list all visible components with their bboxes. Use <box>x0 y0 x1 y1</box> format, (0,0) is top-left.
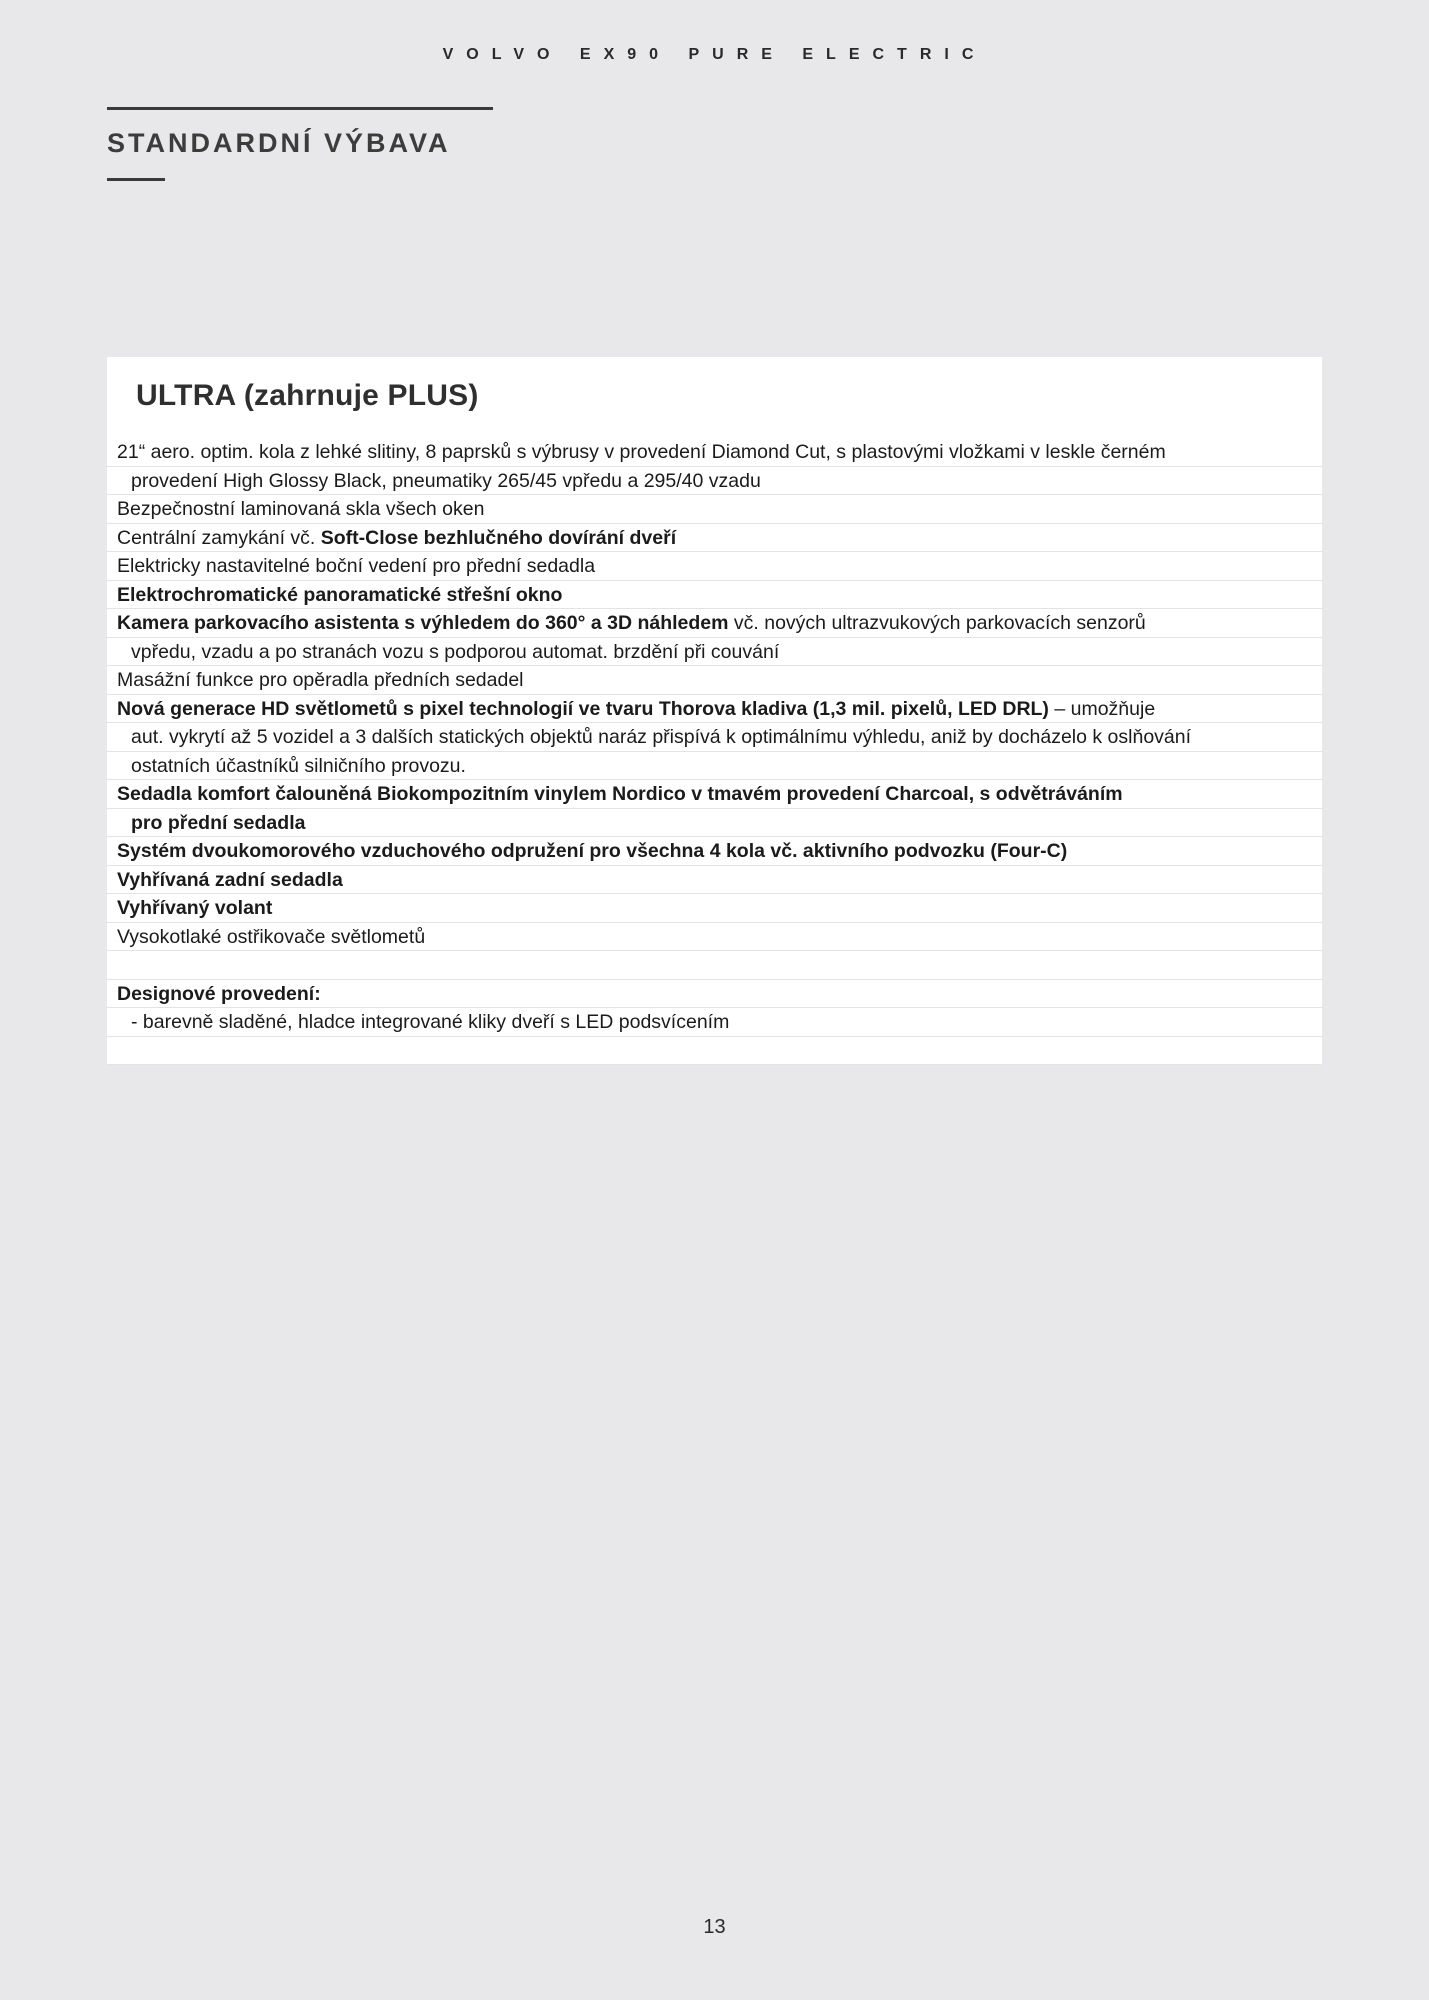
page-number: 13 <box>703 1916 726 1938</box>
list-item <box>107 666 1322 695</box>
list-item-continuation <box>107 752 1322 781</box>
list-item-continuation <box>107 809 1322 838</box>
list-item <box>107 609 1322 638</box>
list-item <box>107 695 1322 724</box>
list-spacer <box>107 951 1322 980</box>
item-text-bold: Designové provedení: <box>117 982 321 1005</box>
list-item <box>107 438 1322 467</box>
list-item-continuation <box>107 467 1322 496</box>
list-item-continuation <box>107 638 1322 667</box>
panel-title: ULTRA (zahrnuje PLUS) <box>136 379 479 412</box>
list-item <box>107 495 1322 524</box>
item-text-bold: Elektrochromatické panoramatické střešní okno <box>117 583 563 606</box>
section-title: STANDARDNÍ VÝBAVA <box>107 128 451 158</box>
item-text: vpředu, vzadu a po stranách vozu s podporou automat. brzdění při couvání <box>131 640 780 663</box>
list-item <box>107 980 1322 1009</box>
item-text: aut. vykrytí až 5 vozidel a 3 dalších statických objektů naráz přispívá k optimálnímu výhledu, aniž by docházelo k oslňování <box>131 726 1192 748</box>
list-item <box>107 780 1322 809</box>
item-text: vč. nových ultrazvukových parkovacích senzorů <box>733 612 1146 634</box>
item-text: Elektricky nastavitelné boční vedení pro přední sedadla <box>117 555 596 577</box>
item-text: Vysokotlaké ostřikovače světlometů <box>117 925 426 948</box>
title-underline <box>107 178 165 181</box>
item-text: Bezpečnostní laminovaná skla všech oken <box>117 498 485 520</box>
list-spacer <box>107 1037 1322 1066</box>
item-text: provedení High Glossy Black, pneumatiky 265/45 vpředu a 295/40 vzadu <box>131 469 761 492</box>
item-text-bold: Kamera parkovacího asistenta s výhledem do 360° a 3D náhledem <box>117 612 729 634</box>
list-item <box>107 581 1322 610</box>
item-text-bold: Vyhřívaný volant <box>117 897 273 919</box>
item-text-bold: Soft-Close bezhlučného dovírání dveří <box>320 526 677 549</box>
item-text: - barevně sladěné, hladce integrované kliky dveří s LED podsvícením <box>131 1011 730 1033</box>
item-text-bold: Nová generace HD světlometů s pixel technologií ve tvaru Thorova kladiva (1,3 mil. pixelů, LED DRL) <box>117 697 1049 720</box>
item-text-bold: Sedadla komfort čalouněná Biokompozitním vinylem Nordico v tmavém provedení Charcoal, s odvětráváním <box>117 783 1123 805</box>
equipment-panel <box>107 357 1322 1064</box>
item-text: Masážní funkce pro opěradla předních sedadel <box>117 669 524 691</box>
item-text: Centrální zamykání vč. <box>117 526 316 549</box>
item-text: 21“ aero. optim. kola z lehké slitiny, 8 paprsků s výbrusy v provedení Diamond Cut, s plastovými vložkami v leskle černém <box>117 441 1166 463</box>
equipment-list <box>107 438 1322 1065</box>
list-item <box>107 837 1322 866</box>
list-item-continuation <box>107 723 1322 752</box>
list-item <box>107 552 1322 581</box>
item-text-bold: pro přední sedadla <box>131 811 306 834</box>
list-item <box>107 866 1322 895</box>
list-item <box>107 894 1322 923</box>
list-item-continuation <box>107 1008 1322 1037</box>
item-text-bold: Vyhřívaná zadní sedadla <box>117 868 343 891</box>
list-item <box>107 923 1322 952</box>
item-text: – umožňuje <box>1054 697 1156 720</box>
item-text: ostatních účastníků silničního provozu. <box>131 754 466 777</box>
header-rule <box>107 107 493 110</box>
list-item <box>107 524 1322 553</box>
brand-header: VOLVO EX90 PURE ELECTRIC <box>442 46 987 63</box>
item-text-bold: Systém dvoukomorového vzduchového odpružení pro všechna 4 kola vč. aktivního podvozku (Four-C) <box>117 840 1068 862</box>
